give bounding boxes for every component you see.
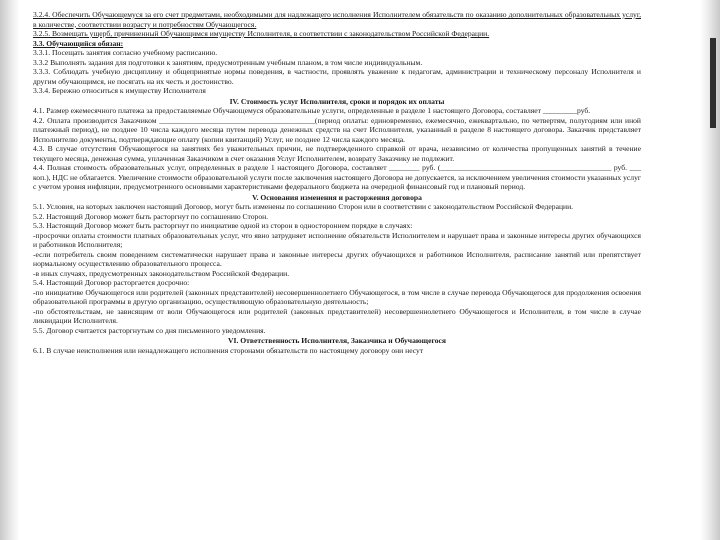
- clause-4-2: 4.2. Оплата производится Заказчиком _________________________________________(период оплаты: единовременно, ежемесячно, ежеквартально, по четвертям, полугодиям или иной платежный период), не позднее 10 числа каждого месяца путем перевода денежных средств на счет Исполнителя, указанный в разделе 8 настоящего договора. Заказчик представляет Исполнителю документы, подтверждающие оплату (копии квитанций) Услуг, не позднее 12 числа каждого месяца.: [33, 115, 641, 144]
- clause-3-3-3: 3.3.3. Соблюдать учебную дисциплину и общепринятые нормы поведения, в частности, проявлять уважение к педагогам, администрации и техническому персоналу Исполнителя и другим обучающимся, не посягать на их честь и достоинство.: [33, 67, 641, 86]
- clause-4-3: 4.3. В случае отсутствия Обучающегося на занятиях без уважительных причин, не подтвержденного справкой от врача, независимо от количества пропущенных занятий в течение текущего месяца, денежная сумма, уплаченная Заказчиком в счет оказания Услуг Исполнителем, возврату Заказчику не подлежит.: [33, 144, 641, 163]
- clause-6-1: 6.1. В случае неисполнения или ненадлежащего исполнения сторонами обязательств по настоящему договору они несут: [33, 345, 424, 355]
- section-6-title: VI. Ответственность Исполнителя, Заказчика и Обучающегося: [228, 336, 446, 345]
- clause-3-2-5: 3.2.5. Возмещать ущерб, причиненный Обучающимся имуществу Исполнителя, в соответствии с законодательством Российской Федерации.: [33, 29, 490, 38]
- clause-3-2-4: 3.2.4. Обеспечить Обучающемуся за его счет предметами, необходимыми для надлежащего исполнения Исполнителем обязательств по оказанию дополнительных образовательных услуг, в количестве, соответствии возрасту и потребностям Обучающегося.: [33, 10, 641, 29]
- clause-5-5: 5.5. Договор считается расторгнутым со дня письменного уведомления.: [33, 325, 266, 335]
- clause-5-4-item-1: -по инициативе Обучающегося или родителей (законных представителей) несовершеннолетнего Обучающегося, в том числе в случае перевода Обучающегося для продолжения освоения образовательной программы в другую организацию, осуществляющую образовательную деятельность;: [33, 287, 641, 306]
- clause-5-2: 5.2. Настоящий Договор может быть расторгнут по соглашению Сторон.: [33, 211, 269, 221]
- clause-4-4: 4.4. Полная стоимость образовательных услуг, определенных в разделе 1 настоящего Договора, составляет ________ руб. (_____________________________________________ руб. ___ коп.), НДС не облагается. Увеличение стоимости образовательной услуги после заключения настоящего Договора не допускается, за исключением увеличения стоимости указанных услуг с учетом уровня инфляции, предусмотренного основными характеристиками федерального бюджета на очередной финансовый год и плановый период.: [33, 163, 641, 191]
- clause-4-1: 4.1. Размер ежемесячного платежа за предоставляемые Обучающемуся образовательные услуги, определенные в разделе 1 настоящего Договора, составляет _________руб.: [33, 106, 591, 115]
- clause-5-3-item-2: -если потребитель своим поведением систематически нарушает права и законные интересы других обучающихся и работников Исполнителя, расписание занятий или препятствует нормальному осуществлению образовательного процесса.: [33, 249, 641, 268]
- document-page: [33, 10, 641, 540]
- clause-5-4-item-2: -по обстоятельствам, не зависящим от воли Обучающегося или родителей (законных представителей) несовершеннолетнего Обучающегося и Исполнителя, в том числе в случае ликвидации Исполнителя.: [33, 306, 641, 325]
- scroll-thumb[interactable]: [710, 38, 716, 128]
- clause-5-3-item-1: -просрочки оплаты стоимости платных образовательных услуг, что явно затрудняет исполнение обязательств Исполнителем и нарушает права и законные интересы других обучающихся и работников Исполнителя;: [33, 230, 641, 249]
- clause-3-3-4: 3.3.4. Бережно относиться к имуществу Исполнителя: [33, 86, 206, 95]
- clause-5-1: 5.1. Условия, на которых заключен настоящий Договор, могут быть изменены по соглашению Сторон или в соответствии с законодательством Российской Федерации.: [33, 202, 574, 211]
- clause-5-3: 5.3. Настоящий Договор может быть расторгнут по инициативе одной из сторон в одностороннем порядке в случаях:: [33, 221, 413, 230]
- section-4-title: IV. Стоимость услуг Исполнителя, сроки и порядок их оплаты: [229, 96, 445, 106]
- clause-3-3-2: 3.3.2 Выполнять задания для подготовки к занятиям, предусмотренным учебным планом, в том числе индивидуальным.: [33, 57, 423, 67]
- clause-5-4: 5.4. Настоящий Договор расторгается досрочно:: [33, 278, 190, 287]
- left-page-shadow: [0, 0, 20, 540]
- section-5-title: V. Основания изменения и расторжения договора: [252, 192, 422, 202]
- clause-5-3-item-3: -в иных случаях, предусмотренных законодательством Российской Федерации.: [33, 268, 290, 278]
- clause-3-3-1: 3.3.1. Посещать занятия согласно учебному расписанию.: [33, 48, 218, 57]
- obligations-heading: 3.3. Обучающийся обязан:: [33, 38, 124, 48]
